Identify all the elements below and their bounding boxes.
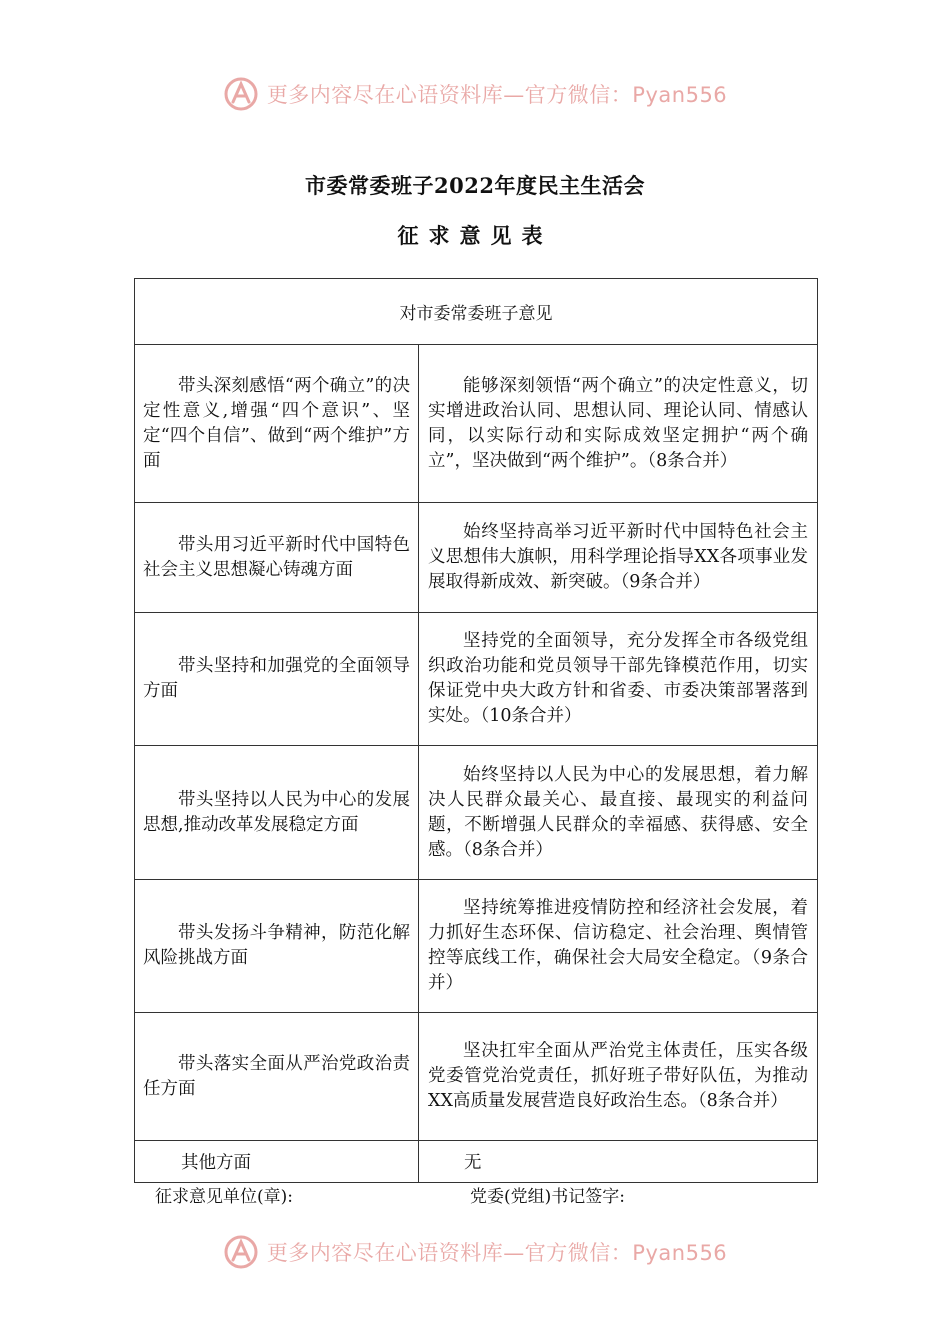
opinion-cell: 坚持统筹推进疫情防控和经济社会发展，着力抓好生态环保、信访稳定、社会治理、舆情管控等底线工作，确保社会大局安全稳定。（9条合并） (419, 880, 818, 1013)
other-opinion-cell: 无 (419, 1141, 818, 1183)
aspect-cell: 带头落实全面从严治党政治责任方面 (135, 1013, 419, 1141)
aspect-cell: 带头坚持以人民为中心的发展思想,推动改革发展稳定方面 (135, 746, 419, 880)
table-row (135, 613, 818, 746)
opinion-table (134, 278, 818, 1183)
table-row (135, 746, 818, 880)
aspect-cell: 带头深刻感悟“两个确立”的决定性意义,增强“四个意识”、坚定“四个自信”、做到“两个维护”方面 (135, 345, 419, 503)
watermark-banner-bottom (0, 1232, 950, 1272)
table-row (135, 1013, 818, 1141)
table-row (135, 345, 818, 503)
watermark-text: 更多内容尽在心语资料库—官方微信：Pyan556 (266, 1241, 728, 1265)
aspect-cell: 带头用习近平新时代中国特色社会主义思想凝心铸魂方面 (135, 503, 419, 613)
watermark-text: 更多内容尽在心语资料库—官方微信：Pyan556 (266, 83, 728, 107)
table-header-row (135, 279, 818, 345)
signature-label: 党委(党组)书记签字: (470, 1187, 625, 1207)
unit-seal-label: 征求意见单位(章): (155, 1187, 293, 1207)
opinion-cell: 始终坚持以人民为中心的发展思想，着力解决人民群众最关心、最直接、最现实的利益问题，不断增强人民群众的幸福感、获得感、安全感。（8条合并） (419, 746, 818, 880)
ribbon-logo-icon (223, 1234, 259, 1270)
document-subtitle: 征求意见表 (397, 223, 553, 248)
aspect-cell: 带头坚持和加强党的全面领导方面 (135, 613, 419, 746)
aspect-cell: 带头发扬斗争精神，防范化解风险挑战方面 (135, 880, 419, 1013)
ribbon-logo-icon (223, 76, 259, 112)
opinion-cell: 始终坚持高举习近平新时代中国特色社会主义思想伟大旗帜，用科学理论指导XX各项事业发展取得新成效、新突破。（9条合并） (419, 503, 818, 613)
watermark-banner-top (0, 74, 950, 114)
opinion-cell: 能够深刻领悟“两个确立”的决定性意义，切实增进政治认同、思想认同、理论认同、情感认同，以实际行动和实际成效坚定拥护“两个确立”，坚决做到“两个维护”。（8条合并） (419, 345, 818, 503)
document-title: 市委常委班子2022年度民主生活会 (305, 173, 645, 198)
opinion-cell: 坚持党的全面领导，充分发挥全市各级党组织政治功能和党员领导干部先锋模范作用，切实保证党中央大政方针和省委、市委决策部署落到实处。（10条合并） (419, 613, 818, 746)
other-aspect-cell: 其他方面 (135, 1141, 419, 1183)
opinion-cell: 坚决扛牢全面从严治党主体责任，压实各级党委管党治党责任，抓好班子带好队伍，为推动XX高质量发展营造良好政治生态。（8条合并） (419, 1013, 818, 1141)
table-row (135, 503, 818, 613)
table-row (135, 880, 818, 1013)
table-header: 对市委常委班子意见 (135, 279, 818, 345)
table-row-other (135, 1141, 818, 1183)
